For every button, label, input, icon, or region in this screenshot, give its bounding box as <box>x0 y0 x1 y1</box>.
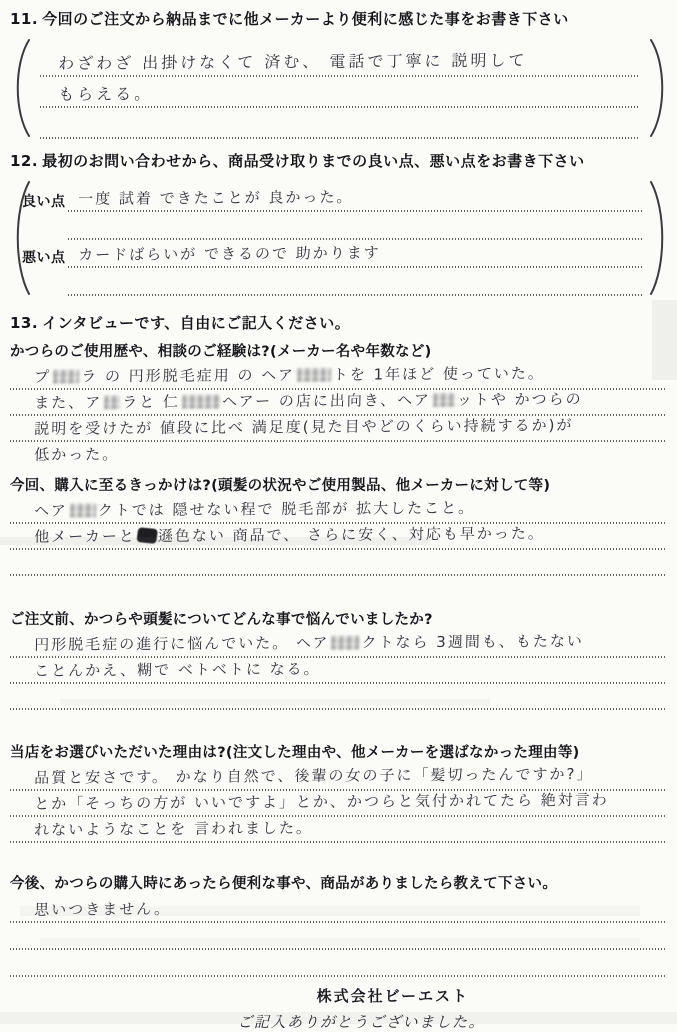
handwritten-text: とか「そっちの方が いいですよ」とか、かつらと気付かれてたら 絶対言わ <box>34 790 609 813</box>
interview-suggestions-question: 今後、かつらの購入時にあったら便利な事や、商品がありましたら教えて下さい。 <box>10 876 558 892</box>
company-name: 株式会社ビーエスト <box>316 987 469 1005</box>
answer-line <box>40 108 640 139</box>
answer-line <box>40 77 640 108</box>
handwritten-text <box>10 702 665 707</box>
handwritten-text <box>40 132 640 136</box>
handwritten-text: また、ア ラと 仁 ヘアー の店に出向き、ヘア ットや かつらの <box>34 390 583 412</box>
thank-you-note: ご記入ありがとうございました。 <box>237 1013 485 1031</box>
handwritten-text <box>10 969 665 974</box>
answer-line <box>10 632 665 658</box>
question-12-title: 最初のお問い合わせから、商品受け取りまでの良い点、悪い点をお書き下さい <box>42 152 585 170</box>
answer-line <box>10 416 665 442</box>
interview-reason-question: 当店をお選びいただいた理由は?(注文した理由や、他メーカーを選ばなかった理由等) <box>10 745 580 761</box>
handwritten-text: プ ラ の 円形脱毛症用 の ヘア トを 1年ほど 使っていた。 <box>34 364 546 386</box>
question-12-heading <box>10 150 667 172</box>
answer-line <box>10 896 665 923</box>
dotted-answer-rule <box>68 294 644 296</box>
handwritten-text <box>68 233 644 237</box>
handwritten-text: 一度 試着 できたことが 良かった。 <box>78 188 354 208</box>
dotted-answer-rule <box>10 975 665 977</box>
answer-line <box>10 923 665 950</box>
interview-suggestions-answer-lines <box>10 896 665 977</box>
question-13-number: 13. <box>10 314 39 332</box>
interview-purchase-trigger-question: 今回、購入に至るきっかけは?(頭髪の状況やご使用製品、他メーカーに対して等) <box>10 478 551 494</box>
handwritten-text: 他メーカーと 遜色ない 商品で、 さらに安く、対応も早かった。 <box>34 524 546 546</box>
answer-line <box>10 658 665 684</box>
handwritten-text <box>68 289 644 293</box>
footer <box>10 985 667 1032</box>
interview-worries-answer-lines <box>10 632 665 710</box>
handwritten-text: 品質と安さです。 かなり自然で、後輩の女の子に「髪切ったんですか?」 <box>34 764 594 787</box>
handwritten-text: カードばらいが できるので 助かります <box>78 243 381 264</box>
handwritten-text: れないようなことを 言われました。 <box>34 818 314 839</box>
question-13-title: インタビューです、自由にご記入ください。 <box>42 314 351 332</box>
censored-word <box>433 393 455 407</box>
censored-word <box>297 368 331 382</box>
question-11-title: 今回のご注文から納品までに他メーカーより便利に感じた事をお書き下さい <box>42 10 569 28</box>
interview-usage-history-answer-lines <box>10 364 665 468</box>
handwritten-text: わざわざ 出掛けなくて 済む、 電話で丁寧に 説明して <box>58 50 528 73</box>
question-11-answer-box <box>10 36 670 140</box>
question-13-heading <box>10 312 667 334</box>
bad-points-row <box>22 240 644 296</box>
answer-line <box>10 390 665 416</box>
censored-word <box>182 395 220 409</box>
interview-usage-history-section <box>10 342 667 468</box>
handwritten-text: ヘア クトでは 隠せない程で 脱毛部が 拡大したこと。 <box>34 498 476 520</box>
question-11-heading <box>10 8 667 30</box>
dotted-answer-rule <box>10 574 665 576</box>
question-12-answer-box <box>10 178 670 298</box>
dotted-answer-rule <box>10 841 665 843</box>
censored-word <box>104 395 120 409</box>
answer-line <box>68 184 644 212</box>
good-points-label: 良い点 <box>22 194 66 210</box>
answer-line <box>40 46 640 77</box>
interview-usage-history-question: かつらのご使用歴や、相談のご経験は?(メーカー名や年数など) <box>10 344 432 360</box>
handwritten-text: 低かった。 <box>34 445 120 464</box>
good-points-row <box>22 184 644 240</box>
bad-points-label: 悪い点 <box>22 250 66 266</box>
answer-line <box>68 268 644 296</box>
answer-line <box>10 524 665 550</box>
interview-purchase-trigger-answer-lines <box>10 498 665 576</box>
right-parenthesis <box>648 36 670 140</box>
censored-word <box>331 636 359 650</box>
interview-suggestions-section <box>10 874 667 977</box>
interview-purchase-trigger-section <box>10 476 667 576</box>
answer-line <box>10 498 665 524</box>
left-parenthesis <box>10 36 32 140</box>
right-parenthesis <box>648 178 670 298</box>
handwritten-text: 円形脱毛症の進行に悩んでいた。 ヘア クトなら 3週間も、もたない <box>34 631 585 654</box>
bad-points-answer-lines <box>68 240 644 296</box>
question-11-number: 11. <box>10 10 39 28</box>
interview-reason-section <box>10 743 667 843</box>
interview-reason-answer-lines <box>10 765 665 843</box>
good-points-answer-lines <box>68 184 644 240</box>
answer-line <box>10 950 665 977</box>
answer-line <box>68 240 644 268</box>
interview-worries-question: ご注文前、かつらや頭髪についてどんな事で悩んでいましたか? <box>10 612 433 628</box>
answer-line <box>10 765 665 791</box>
answer-line <box>10 550 665 576</box>
handwritten-text: 思いつきません。 <box>34 899 172 919</box>
answer-line <box>10 817 665 843</box>
answer-line <box>10 364 665 390</box>
dotted-answer-rule <box>10 708 665 710</box>
handwritten-text: 説明を受けたが 値段に比べ 満足度(見た目やどのくらい持続するか)が <box>34 416 574 438</box>
censored-word <box>70 503 96 517</box>
dotted-answer-rule <box>40 137 640 139</box>
answer-line <box>10 791 665 817</box>
censored-word <box>53 370 79 384</box>
handwritten-text <box>10 942 665 947</box>
answer-line <box>10 684 665 710</box>
interview-worries-section <box>10 610 667 710</box>
question-12-number: 12. <box>10 152 39 170</box>
scribbled-out-word <box>137 528 156 543</box>
handwritten-text <box>10 568 665 573</box>
answer-line <box>68 212 644 240</box>
question-11-answer-lines <box>40 46 640 139</box>
handwritten-text: ことんかえ、糊で ベトベトに なる。 <box>34 659 321 680</box>
dotted-answer-rule <box>10 466 665 468</box>
handwritten-text: もらえる。 <box>58 84 154 104</box>
answer-line <box>10 442 665 468</box>
left-parenthesis <box>10 178 32 298</box>
